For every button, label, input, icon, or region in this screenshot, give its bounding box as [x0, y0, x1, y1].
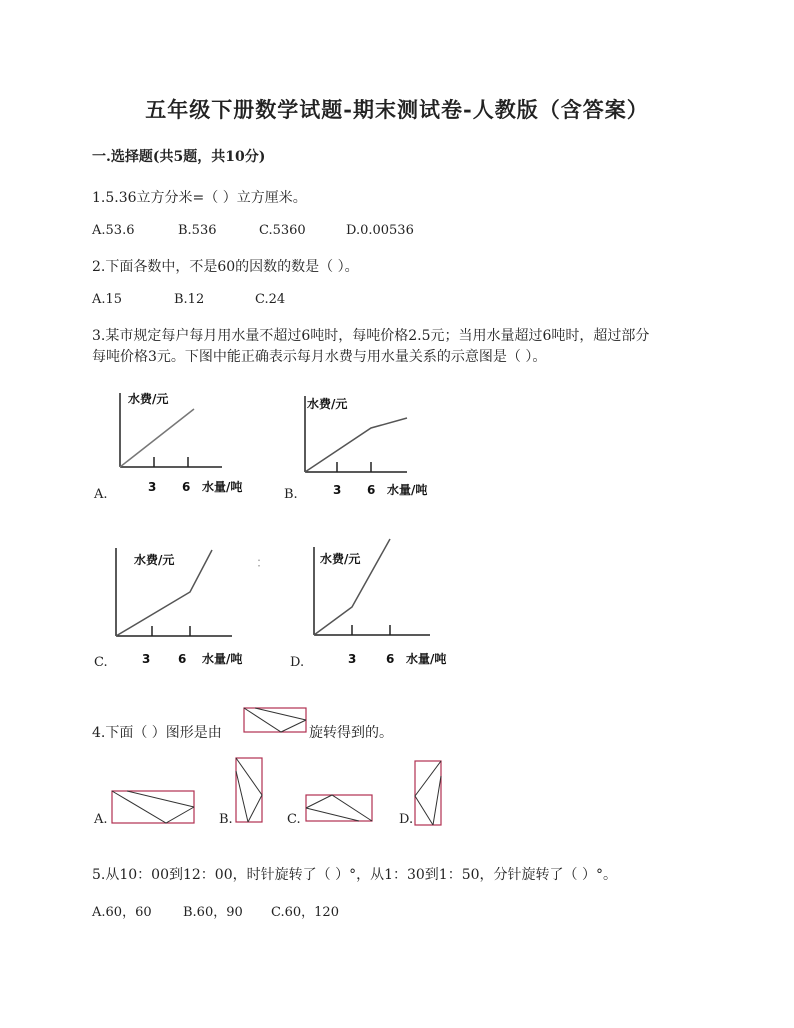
graph-b-line: [305, 418, 407, 472]
section-heading: 一.选择题(共5题，共10分): [92, 149, 266, 165]
graph-b-y-label: 水费/元: [307, 397, 348, 411]
question-3-text-line-2: 每吨价格3元。下图中能正确表示每月水费与用水量关系的示意图是（ ）。: [92, 349, 547, 365]
question-5-option-b[interactable]: B.60，90: [183, 905, 243, 920]
question-4-shape-a[interactable]: [111, 790, 195, 824]
graph-b-tick-label-6: 6: [367, 483, 376, 497]
question-4-shape-c[interactable]: [305, 794, 373, 822]
graph-d[interactable]: [306, 535, 466, 670]
graph-a-y-label: 水费/元: [128, 392, 169, 406]
question-4-text-after: 旋转得到的。: [309, 725, 393, 741]
question-3-option-d[interactable]: D.: [290, 655, 305, 670]
question-3-text-line-1: 3.某市规定每户每月用水量不超过6吨时，每吨价格2.5元；当用水量超过6吨时，超过部分: [92, 328, 650, 344]
graph-d-tick-label-6: 6: [386, 652, 395, 666]
graph-b-tick-label-3: 3: [333, 483, 342, 497]
question-4-reference-rectangle: [243, 707, 307, 733]
graph-b-x-label: 水量/吨: [387, 483, 428, 497]
graph-a-line: [120, 409, 194, 467]
graph-a-x-label: 水量/吨: [202, 480, 243, 494]
question-2-option-c[interactable]: C.24: [255, 292, 286, 307]
question-4-shape-d[interactable]: [414, 760, 442, 826]
graph-d-x-label: 水量/吨: [406, 652, 447, 666]
page-title: 五年级下册数学试题-期末测试卷-人教版（含答案）: [145, 97, 649, 122]
graph-d-y-label: 水费/元: [320, 552, 361, 566]
graph-c[interactable]: [108, 540, 268, 670]
graph-d-tick-label-3: 3: [348, 652, 357, 666]
question-4-option-c[interactable]: C.: [287, 812, 301, 827]
question-1-option-c[interactable]: C.5360: [259, 223, 306, 238]
question-1-text: 1.5.36立方分米=（ ）立方厘米。: [92, 190, 307, 206]
graph-b[interactable]: [297, 390, 447, 500]
question-5-text: 5.从10：00到12：00，时针旋转了（ ）°，从1：30到1：50，分针旋转了（ ）°。: [92, 867, 617, 883]
question-3-option-b[interactable]: B.: [284, 487, 298, 502]
question-1-option-d[interactable]: D.0.00536: [346, 223, 414, 238]
graph-a-tick-label-3: 3: [148, 480, 157, 494]
graph-c-tick-label-6: 6: [178, 652, 187, 666]
question-2-text: 2.下面各数中，不是60的因数的数是（ ）。: [92, 259, 359, 275]
question-1-option-b[interactable]: B.536: [178, 223, 217, 238]
question-5-option-c[interactable]: C.60，120: [271, 905, 339, 920]
graph-a[interactable]: [110, 385, 260, 500]
question-4-option-a[interactable]: A.: [94, 812, 108, 827]
stray-mark: ：: [256, 556, 270, 571]
question-3-option-a[interactable]: A.: [94, 487, 108, 502]
question-4-text-before: 4.下面（ ）图形是由: [92, 725, 222, 741]
question-3-option-c[interactable]: C.: [94, 655, 108, 670]
question-2-option-b[interactable]: B.12: [174, 292, 205, 307]
graph-a-tick-label-6: 6: [182, 480, 191, 494]
question-4-shape-b[interactable]: [235, 757, 263, 823]
question-1-option-a[interactable]: A.53.6: [92, 223, 135, 238]
question-4-option-b[interactable]: B.: [219, 812, 233, 827]
graph-c-tick-label-3: 3: [142, 652, 151, 666]
graph-c-y-label: 水费/元: [134, 553, 175, 567]
question-5-option-a[interactable]: A.60，60: [92, 905, 152, 920]
question-4-option-d[interactable]: D.: [399, 812, 414, 827]
question-2-option-a[interactable]: A.15: [92, 292, 123, 307]
graph-c-x-label: 水量/吨: [202, 652, 243, 666]
